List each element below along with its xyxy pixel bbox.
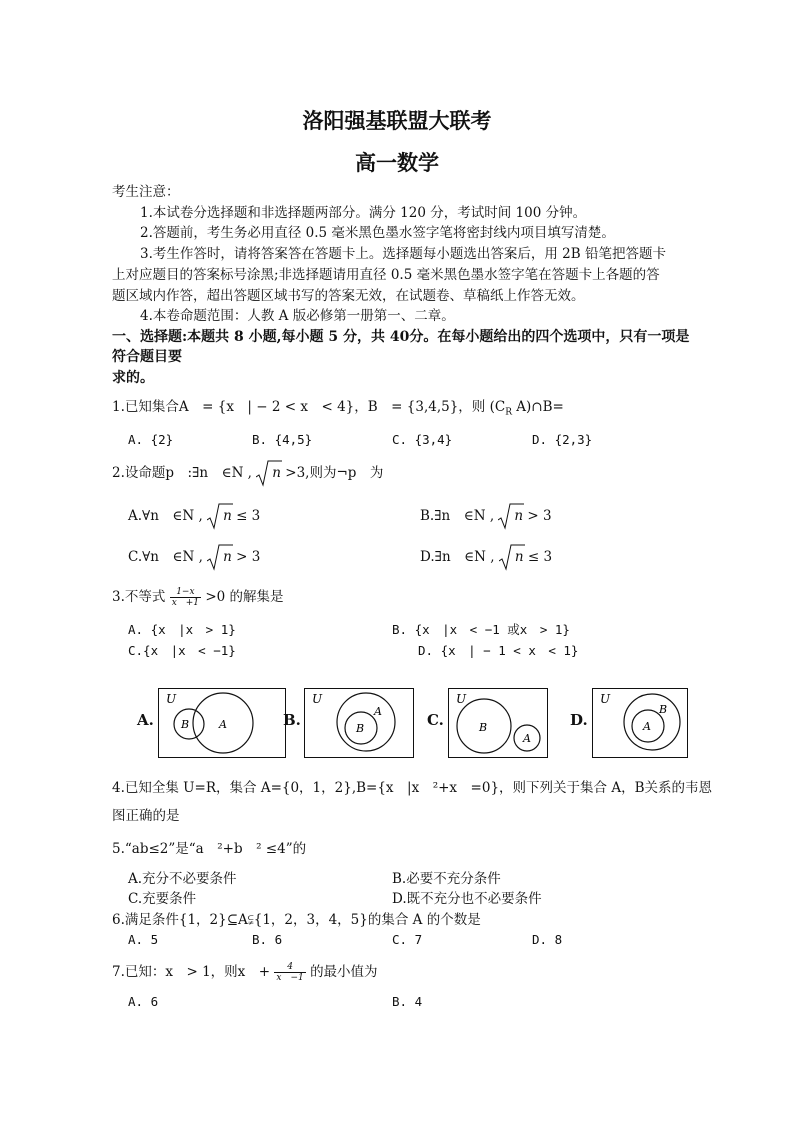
question-5-stem: 5.“ab≤2”是“a ²+b ² ≤4”的: [112, 841, 307, 857]
venn-c-universe-label: U: [456, 692, 467, 706]
q7-option-b: B. 4: [392, 994, 423, 1009]
notice-heading: 考生注意：: [112, 184, 180, 200]
q2-sqrt: [256, 463, 281, 483]
q3-option-a: A. {x |x > 1}: [128, 622, 236, 637]
section-heading-line-1: 一、选择题:本题共 8 小题,每小题 5 分，共 40分。在每小题给出的四个选项中，只有一项是: [112, 329, 690, 345]
q5-option-c: C.充要条件: [128, 891, 197, 907]
subject-title: 高一数学: [355, 150, 439, 175]
q1-option-a: A. {2}: [128, 432, 174, 447]
sqrt-sign-icon: [499, 543, 525, 571]
section-heading-line-3: 求的。: [112, 370, 154, 386]
q2-radicand: n: [272, 465, 281, 481]
question-4-line-2: 图正确的是: [112, 808, 180, 824]
q2-option-a-pre: A.∀n ∈N ,: [128, 508, 203, 524]
q1-option-d: D. {2,3}: [532, 432, 593, 447]
venn-diagram-b: [304, 688, 414, 758]
question-3-stem: [112, 587, 284, 608]
q3-stem-post: >0 的解集是: [205, 589, 284, 605]
q2-option-d: [420, 547, 552, 567]
q7-option-a: A. 6: [128, 994, 159, 1009]
q5-option-d: D.既不充分也不必要条件: [392, 891, 542, 907]
notice-item-2: 2.答题前，考生务必用直径 0.5 毫米黑色墨水签字笔将密封线内项目填写清楚。: [140, 225, 615, 241]
q6-option-b: B. 6: [252, 932, 283, 947]
q6-option-a: A. 5: [128, 932, 159, 947]
q3-fraction: [170, 587, 201, 608]
venn-c-set-b-label: B: [479, 721, 488, 734]
venn-diagram-d: [592, 688, 688, 758]
q2-option-d-post: ≤ 3: [527, 549, 553, 565]
q3-stem-pre: 3.不等式: [112, 589, 166, 605]
q2-option-c-radicand: n: [223, 549, 232, 565]
q2-stem-b: >3,则为¬p 为: [285, 465, 384, 481]
sqrt-sign-icon: [498, 502, 524, 530]
venn-diagram-a: [158, 688, 286, 758]
q7-fraction: [274, 962, 305, 983]
question-4-line-1: 4.已知全集 U=R，集合 A={0，1，2},B={x |x ²+x =0}，则下列关于集合 A，B关系的韦恩: [112, 780, 712, 796]
q2-option-b-post: > 3: [527, 508, 552, 524]
sqrt-a: [207, 506, 232, 526]
venn-b-universe-label: U: [312, 692, 323, 706]
q5-option-a: A.充分不必要条件: [128, 871, 237, 887]
venn-c-set-a-label: A: [523, 732, 531, 745]
q1-option-c: C. {3,4}: [392, 432, 453, 447]
venn-b-set-b-label: B: [356, 722, 365, 735]
notice-item-3-line-2: 上对应题目的答案标号涂黑;非选择题请用直径 0.5 毫米黑色墨水签字笔在答题卡上各题的答: [112, 267, 660, 283]
q2-option-b: [420, 506, 552, 526]
venn-a-set-a-label: A: [219, 718, 227, 731]
notice-item-3-line-1: 3.考生作答时，请将答案答在答题卡上。选择题每小题选出答案后，用 2B 铅笔把答题卡: [140, 246, 666, 262]
sqrt-sign-icon: [256, 459, 282, 487]
q1-option-b: B. {4,5}: [252, 432, 313, 447]
venn-label-c: C.: [427, 711, 444, 729]
sqrt-sign-icon: [207, 502, 233, 530]
q6-option-d: D. 8: [532, 932, 563, 947]
q2-option-d-pre: D.∃n ∈N ,: [420, 549, 495, 565]
venn-a-set-b-label: B: [181, 718, 190, 731]
venn-a-universe-label: U: [166, 692, 177, 706]
q2-stem-a: 2.设命题p :∃n ∈N ,: [112, 465, 252, 481]
question-2-stem: [112, 463, 383, 483]
q7-frac-denominator: x −1: [276, 973, 304, 983]
venn-b-set-a-label: A: [374, 705, 382, 718]
q2-option-c-pre: C.∀n ∈N ,: [128, 549, 203, 565]
q3-option-b: B. {x |x < −1 或x > 1}: [392, 622, 570, 637]
q6-option-c: C. 7: [392, 932, 423, 947]
venn-label-b: B.: [283, 711, 301, 729]
venn-diagram-c: [448, 688, 548, 758]
venn-label-d: D.: [570, 711, 588, 729]
question-7-stem: [112, 962, 378, 983]
notice-item-1: 1.本试卷分选择题和非选择题两部分。满分 120 分，考试时间 100 分钟。: [140, 205, 587, 221]
question-6-stem: 6.满足条件{1，2}⊆A⫋{1，2，3，4，5}的集合 A 的个数是: [112, 912, 481, 928]
q3-option-c: C.{x |x < −1}: [128, 643, 236, 658]
notice-item-3-line-3: 题区域内作答，超出答题区域书写的答案无效，在试题卷、草稿纸上作答无效。: [112, 288, 585, 304]
q2-option-b-pre: B.∃n ∈N ,: [420, 508, 495, 524]
sqrt-b: [498, 506, 523, 526]
q3-frac-numerator: 1−x: [170, 587, 201, 598]
q1-stem-end: A)∩B=: [511, 399, 564, 415]
q3-option-d: D. {x | − 1 < x < 1}: [418, 643, 579, 658]
venn-label-a: A.: [137, 711, 154, 729]
q2-option-a: [128, 506, 260, 526]
exam-title: 洛阳强基联盟大联考: [302, 108, 492, 133]
q2-option-c: [128, 547, 260, 567]
q2-option-c-post: > 3: [236, 549, 261, 565]
q1-complement-subscript: R: [505, 407, 512, 418]
venn-d-set-a-label: A: [643, 720, 651, 733]
q3-frac-denominator: x +1: [171, 598, 200, 608]
sqrt-sign-icon: [207, 543, 233, 571]
q1-stem-text: 1.已知集合A = {x | − 2 < x < 4}，B = {3,4,5}，则 (C: [112, 399, 506, 415]
venn-d-universe-label: U: [600, 692, 611, 706]
notice-item-4: 4.本卷命题范围：人教 A 版必修第一册第一、二章。: [140, 308, 455, 324]
q2-option-d-radicand: n: [514, 549, 524, 565]
section-heading-line-2: 符合题目要: [112, 349, 182, 365]
q5-option-b: B.必要不充分条件: [392, 871, 501, 887]
q7-stem-post: 的最小值为: [310, 964, 378, 980]
question-1-stem: [112, 397, 564, 423]
q7-stem-pre: 7.已知：x > 1，则x +: [112, 964, 271, 980]
q2-option-a-radicand: n: [223, 508, 232, 524]
q7-frac-numerator: 4: [274, 962, 305, 973]
q2-option-a-post: ≤ 3: [236, 508, 261, 524]
sqrt-c: [207, 547, 232, 567]
venn-d-set-b-label: B: [659, 703, 668, 716]
sqrt-d: [499, 547, 524, 567]
q2-option-b-radicand: n: [514, 508, 524, 524]
